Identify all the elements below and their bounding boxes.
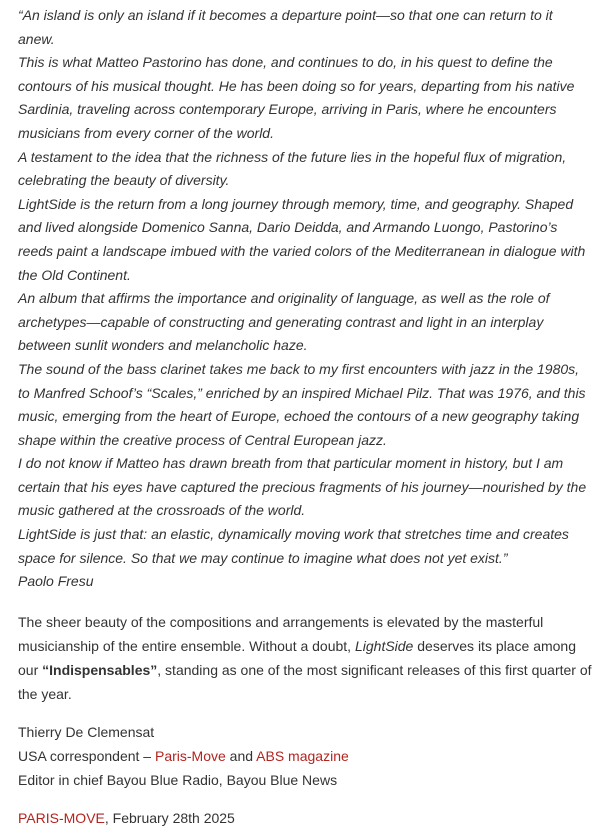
quote-paragraph-3: A testament to the idea that the richness of the future lies in the hopeful flux of migration, celebrating the beauty of diversity. [18,148,567,189]
dateline [18,806,592,830]
quote-paragraph-2: This is what Matteo Pastorino has done, and continues to do, in his quest to define the contours of his musical thought. He has been doing so for years, departing from his native Sardinia, traveling across contemporary Europe, arriving in Paris, where he encounters musicians from every corner of the world. [18,54,575,141]
author-editor-line: Editor in chief Bayou Blue Radio, Bayou Blue News [18,771,338,788]
publish-date: , February 28th 2025 [104,809,235,826]
album-title: LightSide [354,637,414,654]
quote-signature: Paolo Fresu [18,573,94,590]
abs-magazine-link[interactable]: ABS magazine [256,747,349,764]
review-text-2: deserves its place among our [18,637,576,678]
review-text-3: , standing as one of the most significant releases of this first quarter of the year. [18,661,592,702]
paris-move-link[interactable]: Paris-Move [154,747,226,764]
review-text-1: The sheer beauty of the compositions and arrangements is elevated by the masterful musicianship of the entire ensemble. Without a doubt, [18,613,544,654]
indispensables-highlight: “Indispensables” [42,661,158,678]
quote-paragraph-1: “An island is only an island if it becomes a departure point—so that one can return to it anew. [18,7,553,47]
quote-paragraph-4: LightSide is the return from a long journey through memory, time, and geography. Shaped and lived alongside Domenico Sanna, Dario Deidda, and Armando Luongo, Pastorino’s reeds paint a landscape imbued with the varied colors of the Mediterranean in dialogue with the Old Continent. [18,195,586,283]
quote-paragraph-8: LightSide is just that: an elastic, dynamically moving work that stretches time and creates space for silence. So that we may continue to imagine what does not yet exist.” [18,526,569,566]
paris-move-source-link[interactable]: PARIS-MOVE [18,809,105,826]
quote-paragraph-6: The sound of the bass clarinet takes me back to my first encounters with jazz in the 1980s, to Manfred Schoof’s “Scales,” enriched by an inspired Michael Pilz. That was 1976, and this music, emerging from the heart of Europe, echoed the contours of a new geography taking shape within the creative process of Central European jazz. [18,360,586,448]
article-body [18,4,592,830]
quote-paragraph-7: I do not know if Matteo has drawn breath from that particular moment in history, but I am certain that his eyes have captured the precious fragments of his journey—nourished by the music gathered at the crossroads of the world. [18,455,587,519]
quote-block [18,4,592,594]
author-name: Thierry De Clemensat [18,723,155,740]
review-paragraph [18,610,592,706]
author-role-prefix: USA correspondent – [18,747,155,764]
author-role-line [18,744,592,768]
author-signoff [18,720,592,792]
quote-paragraph-5: An album that affirms the importance and originality of language, as well as the role of archetypes—capable of constructing and generating contrast and light in an interplay between sunlit wonders and melancholic haze. [18,290,550,354]
author-and: and [225,747,257,764]
